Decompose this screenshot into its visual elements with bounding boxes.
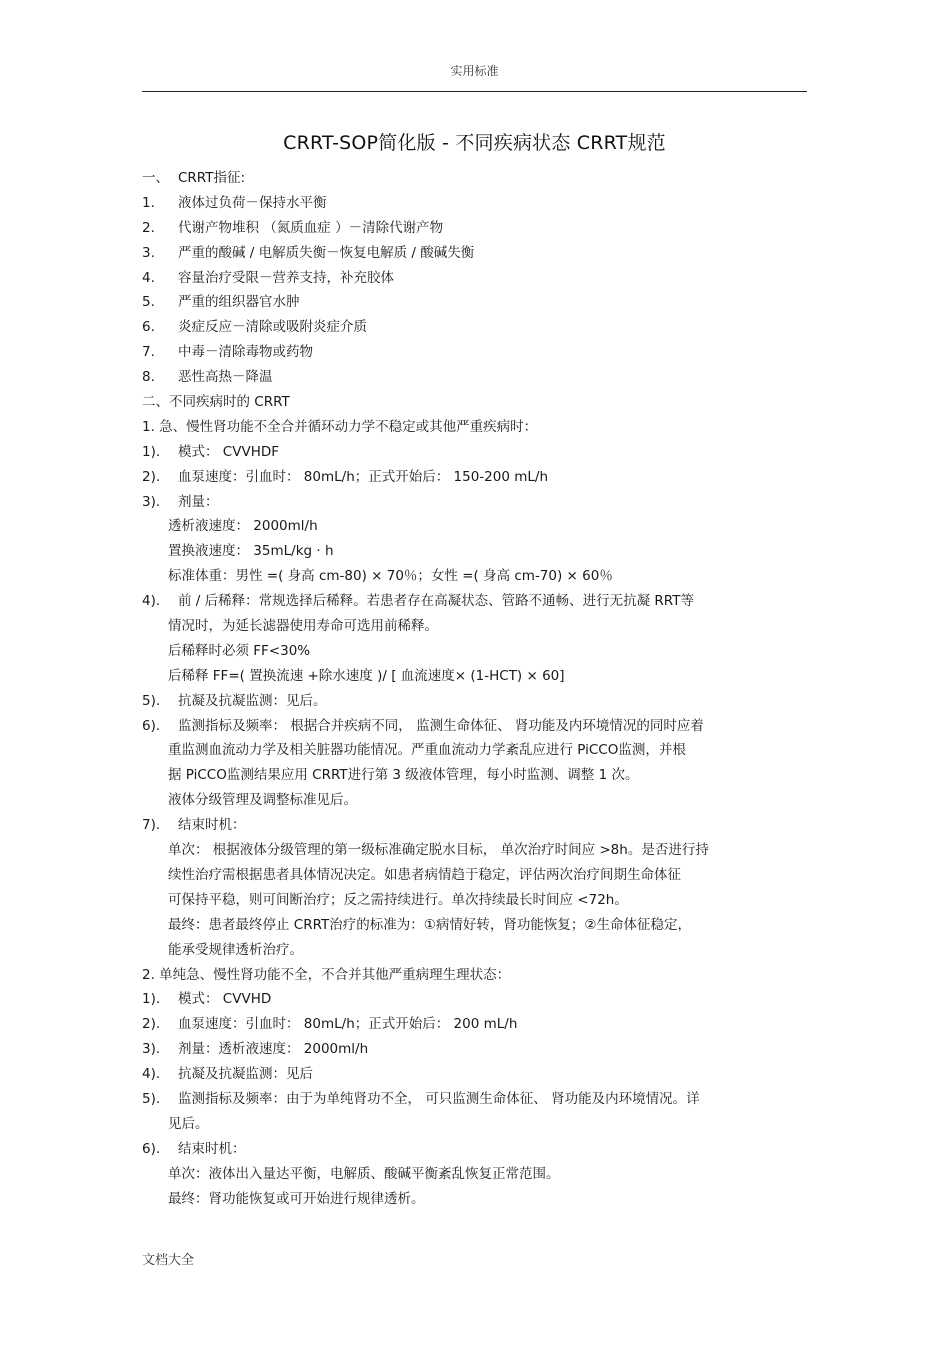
line-text: 剂量：透析液速度： 2000ml/h: [178, 1041, 369, 1058]
line-text: 严重的组织器官水肿: [178, 294, 300, 311]
line-text: 监测指标及频率：由于为单纯肾功不全， 可只监测生命体征、 肾功能及内环境情况。详: [178, 1090, 700, 1107]
line-number: 6).: [142, 717, 161, 734]
line-number: 4.: [142, 269, 155, 286]
line-text: 最终：肾功能恢复或可开始进行规律透析。: [168, 1190, 425, 1207]
line-text: 后稀释 FF=( 置换流速 +除水速度 )/ [ 血流速度× (1-HCT) × 60]: [168, 667, 565, 684]
line-number: 7.: [142, 344, 155, 361]
line-number: 7).: [142, 817, 161, 834]
text-line: [142, 614, 807, 639]
line-text: 情况时，为延长滤器使用寿命可选用前稀释。: [168, 618, 438, 635]
text-line: [142, 216, 807, 241]
text-line: [142, 1037, 807, 1062]
line-text: 重监测血流动力学及相关脏器功能情况。严重血流动力学紊乱应进行 PiCCO监测，并根: [168, 742, 686, 759]
text-line: [142, 514, 807, 539]
line-number: 1).: [142, 443, 161, 460]
text-line: [142, 1187, 807, 1212]
text-line: [142, 440, 807, 465]
text-line: [142, 1137, 807, 1162]
text-line: [142, 1062, 807, 1087]
line-text: 代谢产物堆积 （氮质血症 ）－清除代谢产物: [178, 219, 444, 236]
text-line: [142, 340, 807, 365]
line-text: 续性治疗需根据患者具体情况决定。如患者病情趋于稳定，评估两次治疗间期生命体征: [168, 866, 681, 883]
line-text: 最终：患者最终停止 CRRT治疗的标准为：①病情好转，肾功能恢复；②生命体征稳定，: [168, 916, 691, 933]
text-line: [142, 813, 807, 838]
text-line: [142, 390, 807, 415]
line-number: 5.: [142, 294, 155, 311]
line-text: 后稀释时必须 FF<30%: [168, 642, 311, 659]
text-line: [142, 689, 807, 714]
line-number: 6.: [142, 319, 155, 336]
line-number: 5).: [142, 692, 161, 709]
line-text: 炎症反应－清除或吸附炎症介质: [178, 319, 367, 336]
text-line: [142, 266, 807, 291]
line-text: 二、不同疾病时的 CRRT: [142, 394, 290, 411]
line-number: 1).: [142, 991, 161, 1008]
line-number: 1.: [142, 194, 155, 211]
line-number: 2).: [142, 468, 161, 485]
text-line: [142, 863, 807, 888]
text-line: [142, 191, 807, 216]
text-line: [142, 166, 807, 191]
line-number: 6).: [142, 1140, 161, 1157]
text-line: [142, 564, 807, 589]
line-text: 液体分级管理及调整标准见后。: [168, 792, 357, 809]
line-text: 模式： CVVHDF: [178, 443, 279, 460]
text-line: [142, 365, 807, 390]
line-text: 标准体重：男性 =( 身高 cm-80) × 70％；女性 =( 身高 cm-70) × 60％: [168, 568, 613, 585]
line-text: 见后。: [168, 1115, 209, 1132]
line-text: 抗凝及抗凝监测：见后: [178, 1066, 313, 1083]
line-number: 2.: [142, 219, 155, 236]
text-line: [142, 788, 807, 813]
line-text: 前 / 后稀释：常规选择后稀释。若患者存在高凝状态、管路不通畅、进行无抗凝 RRT等: [178, 593, 694, 610]
line-text: 中毒－清除毒物或药物: [178, 344, 313, 361]
document-title: CRRT-SOP简化版 - 不同疾病状态 CRRT规范: [283, 132, 666, 154]
text-line: [142, 465, 807, 490]
text-line: [142, 490, 807, 515]
line-number: 4).: [142, 593, 161, 610]
line-text: 抗凝及抗凝监测：见后。: [178, 692, 327, 709]
line-text: 透析液速度： 2000ml/h: [168, 518, 318, 535]
line-text: 血泵速度：引血时： 80mL/h；正式开始后： 150-200 mL/h: [178, 468, 549, 485]
line-number: 2).: [142, 1016, 161, 1033]
text-line: [142, 1112, 807, 1137]
line-text: 2. 单纯急、慢性肾功能不全，不合并其他严重病理生理状态：: [142, 966, 511, 983]
line-number: 5).: [142, 1090, 161, 1107]
text-line: [142, 290, 807, 315]
line-text: CRRT指征:: [178, 170, 245, 186]
line-text: 置换液速度： 35mL/kg · h: [168, 543, 334, 560]
text-line: [142, 539, 807, 564]
line-text: 模式： CVVHD: [178, 991, 272, 1008]
text-line: [142, 241, 807, 266]
text-line: [142, 963, 807, 988]
line-number: 8.: [142, 369, 155, 386]
text-line: [142, 714, 807, 739]
text-line: [142, 639, 807, 664]
line-text: 1. 急、慢性肾功能不全合并循环动力学不稳定或其他严重疾病时：: [142, 418, 538, 435]
text-line: [142, 888, 807, 913]
text-line: [142, 987, 807, 1012]
text-line: [142, 1162, 807, 1187]
text-line: [142, 1012, 807, 1037]
text-line: [142, 415, 807, 440]
line-number: 3.: [142, 244, 155, 261]
text-line: [142, 664, 807, 689]
line-text: 恶性高热－降温: [178, 369, 273, 386]
line-text: 结束时机：: [178, 1140, 246, 1157]
line-text: 严重的酸碱 / 电解质失衡－恢复电解质 / 酸碱失衡: [178, 244, 475, 261]
line-text: 液体过负荷－保持水平衡: [178, 194, 327, 211]
line-number: 一、: [142, 170, 169, 186]
line-text: 血泵速度：引血时： 80mL/h；正式开始后： 200 mL/h: [178, 1016, 518, 1033]
text-line: [142, 913, 807, 938]
line-number: 4).: [142, 1066, 161, 1083]
line-text: 能承受规律透析治疗。: [168, 941, 303, 958]
text-line: [142, 738, 807, 763]
line-text: 结束时机：: [178, 817, 246, 834]
document-body: [142, 166, 807, 1211]
text-line: [142, 763, 807, 788]
page-footer: 文档大全: [142, 1253, 195, 1268]
line-text: 单次：液体出入量达平衡，电解质、酸碱平衡紊乱恢复正常范围。: [168, 1165, 560, 1182]
line-text: 监测指标及频率： 根据合并疾病不同， 监测生命体征、 肾功能及内环境情况的同时应着: [178, 717, 704, 734]
line-number: 3).: [142, 1041, 161, 1058]
line-text: 据 PiCCO监测结果应用 CRRT进行第 3 级液体管理，每小时监测、调整 1 次。: [168, 767, 639, 784]
text-line: [142, 938, 807, 963]
page-header: 实用标准: [450, 64, 499, 78]
header-rule: [142, 91, 807, 92]
line-text: 单次： 根据液体分级管理的第一级标准确定脱水目标， 单次治疗时间应 >8h。是否进行持: [168, 842, 709, 859]
text-line: [142, 315, 807, 340]
line-text: 容量治疗受限－营养支持，补充胶体: [178, 269, 394, 286]
text-line: [142, 589, 807, 614]
line-number: 3).: [142, 493, 161, 510]
line-text: 可保持平稳，则可间断治疗；反之需持续进行。单次持续最长时间应 <72h。: [168, 891, 628, 908]
line-text: 剂量：: [178, 493, 219, 510]
text-line: [142, 838, 807, 863]
text-line: [142, 1087, 807, 1112]
